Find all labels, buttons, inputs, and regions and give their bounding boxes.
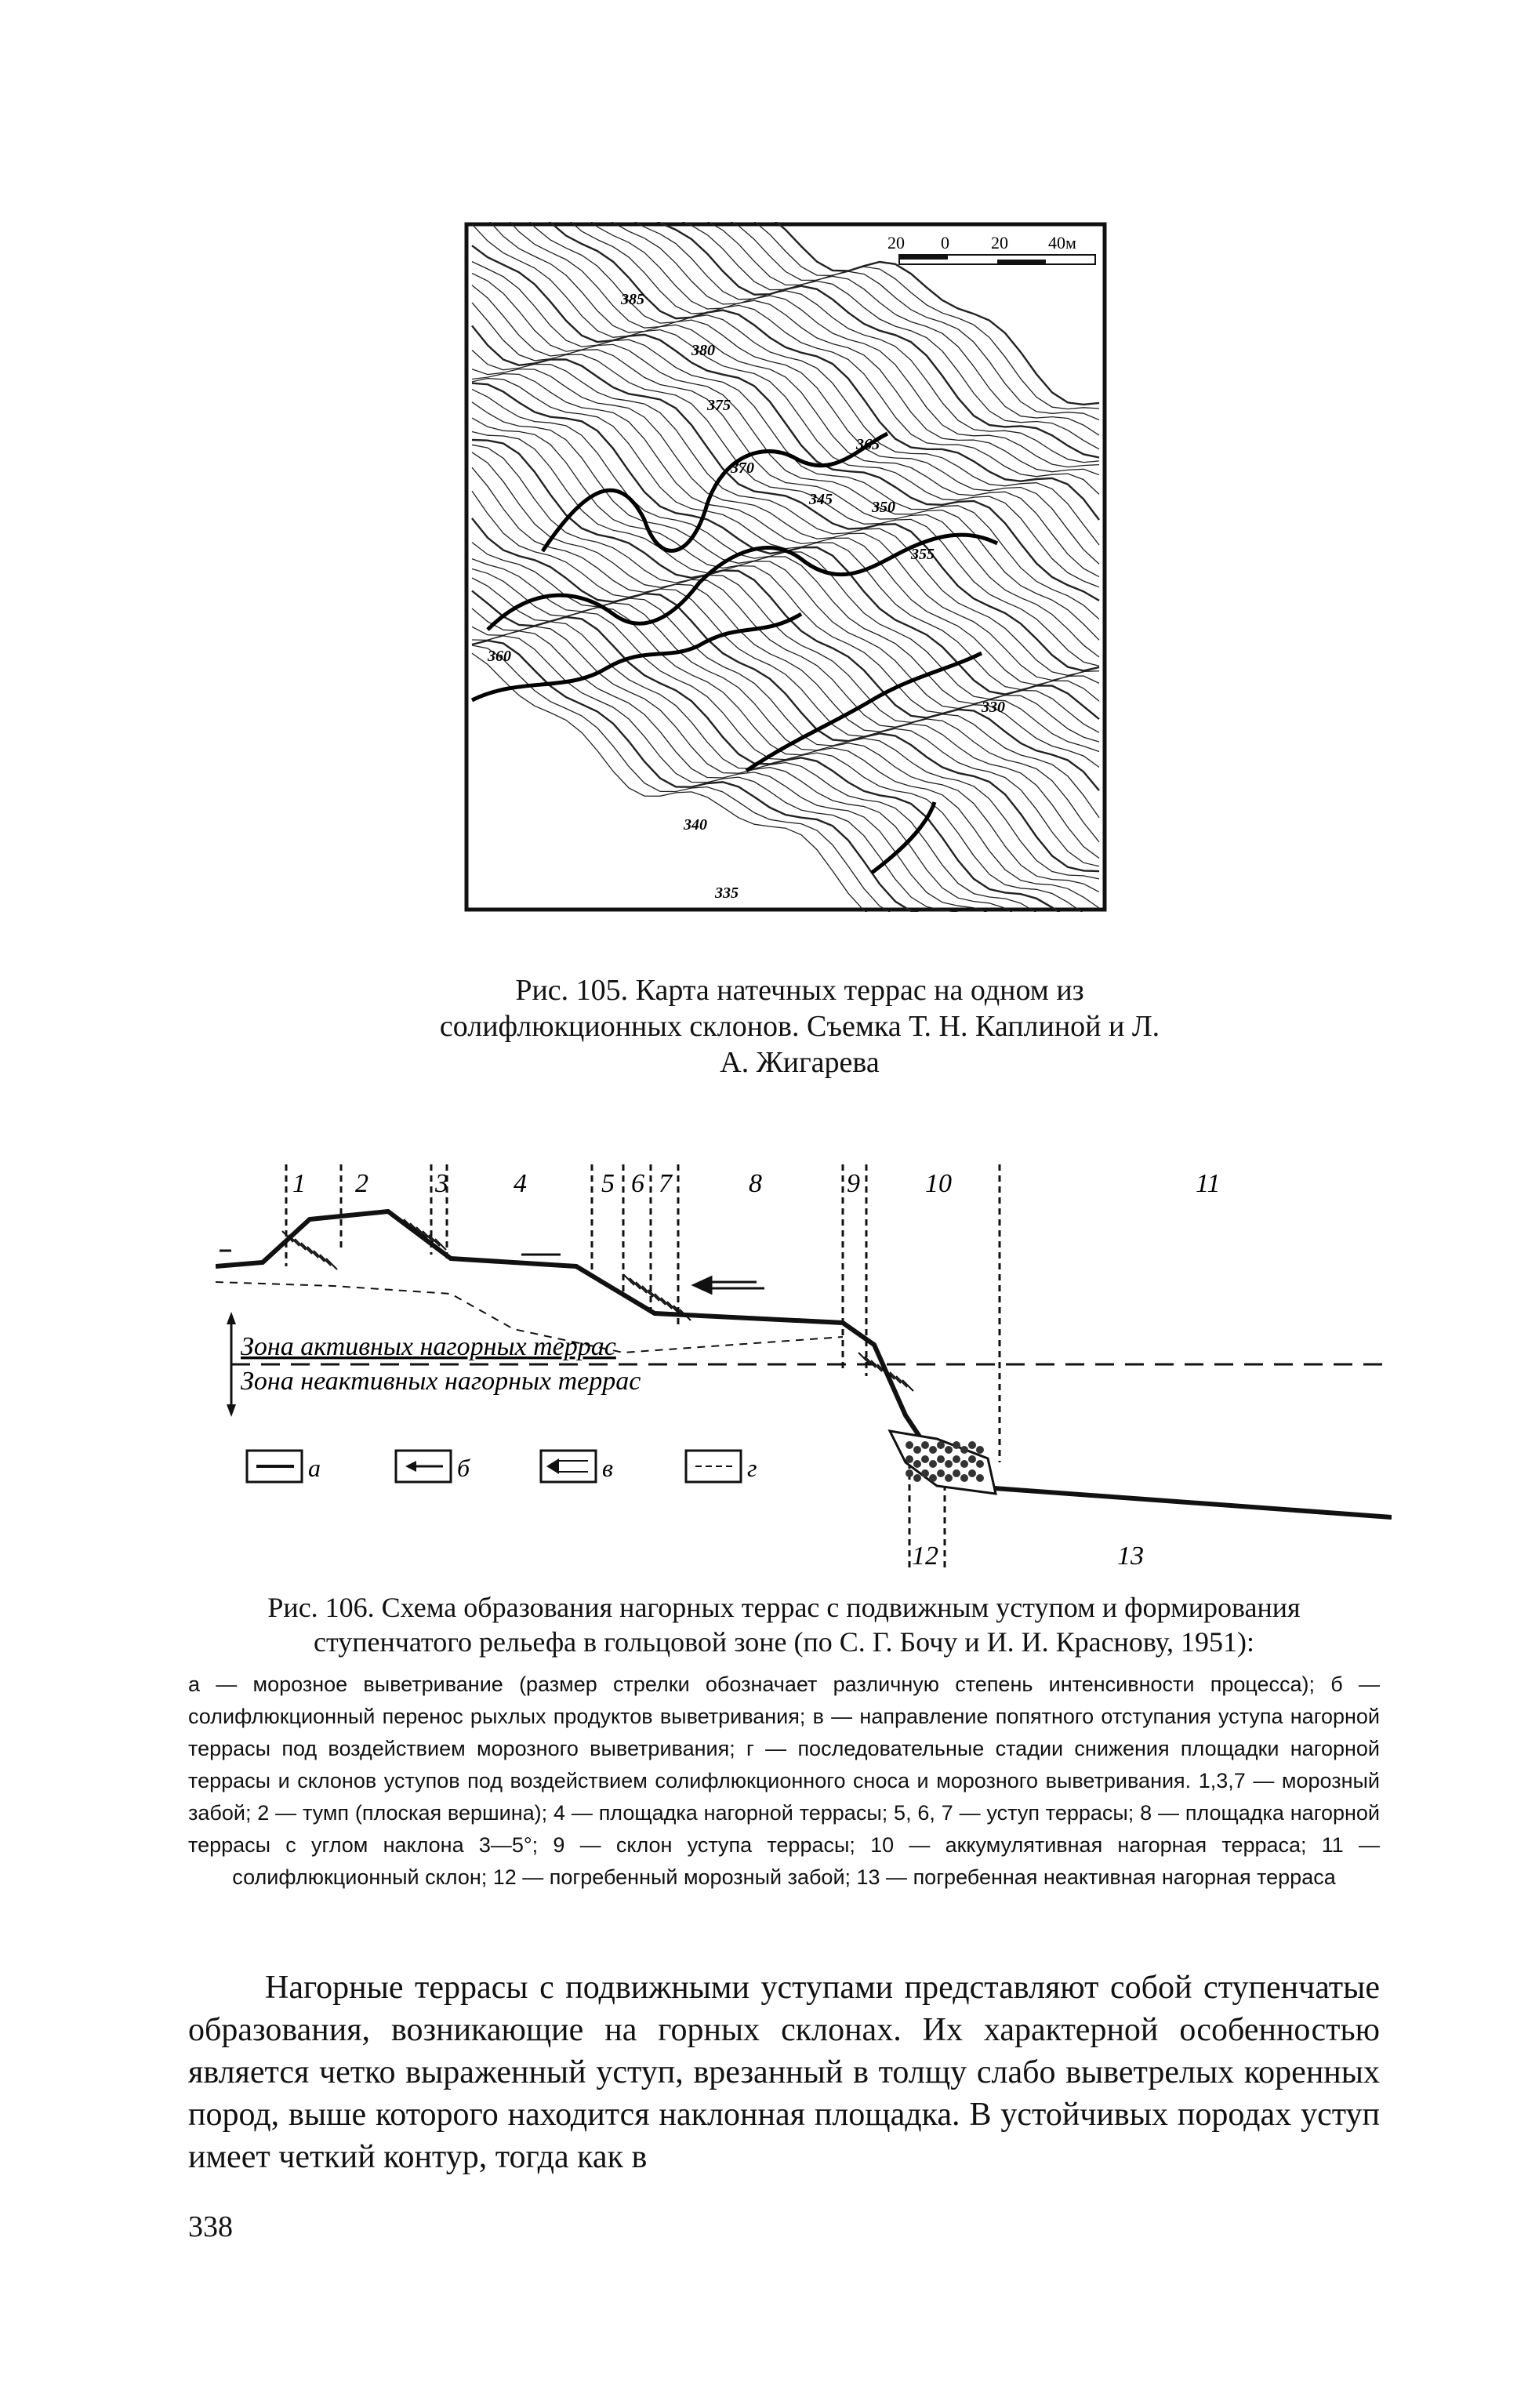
zone-number: 10 — [925, 1169, 952, 1198]
rock-fragment — [960, 1460, 968, 1468]
contour-label: 380 — [691, 342, 715, 359]
rock-fragment — [945, 1446, 953, 1454]
page-number: 338 — [188, 2210, 233, 2243]
rock-fragment — [976, 1474, 984, 1482]
rock-fragment — [906, 1469, 913, 1477]
zone-number: 2 — [355, 1169, 368, 1198]
figure-106-caption: Рис. 106. Схема образования нагорных террас с подвижным уступом и формирования ступенчатого рельефа в гольцовой зоне (по С. Г. Бочу и И. И. Краснову, 1951): — [267, 1592, 1301, 1658]
legend-key: в — [602, 1454, 613, 1482]
scale-bar-segment — [997, 260, 1046, 264]
zone-number: 1 — [292, 1169, 306, 1198]
figure-105-caption: Рис. 105. Карта натечных террас на одном из солифлюкционных склонов. Съемка Т. Н. Каплиной и Л. А. Жигарева — [439, 974, 1160, 1079]
legend-key: г — [747, 1454, 757, 1482]
rock-fragment — [937, 1441, 945, 1449]
hatch-line — [630, 1278, 641, 1289]
rock-fragment — [913, 1474, 921, 1482]
rock-fragment — [953, 1455, 960, 1463]
scale-label: 20 — [991, 233, 1008, 252]
hatch-line — [307, 1247, 318, 1258]
zone-number: 13 — [1117, 1542, 1144, 1571]
rock-fragment — [906, 1455, 913, 1463]
zone-number: 3 — [435, 1169, 448, 1198]
hatch-line — [326, 1258, 337, 1269]
scale-label: 20 — [887, 233, 905, 252]
hatch-line — [902, 1380, 913, 1391]
contour-label: 360 — [488, 648, 511, 665]
hatch-line — [314, 1251, 325, 1262]
rock-fragment — [953, 1469, 960, 1477]
rock-fragment — [921, 1441, 929, 1449]
legend-key: б — [457, 1454, 470, 1482]
rock-fragment — [937, 1469, 945, 1477]
rock-fragment — [921, 1469, 929, 1477]
hatch-line — [636, 1282, 647, 1293]
hatch-line — [623, 1274, 634, 1285]
rock-fragment — [976, 1446, 984, 1454]
rock-fragment — [929, 1446, 937, 1454]
rock-fragment — [945, 1460, 953, 1468]
rock-fragment — [976, 1460, 984, 1468]
hatch-line — [858, 1353, 869, 1364]
contour-label: 355 — [911, 546, 935, 563]
contour-label: 375 — [707, 397, 731, 414]
rock-fragment — [968, 1469, 976, 1477]
scale-bar-segment — [899, 255, 948, 260]
contour-label: 345 — [809, 491, 833, 508]
rock-fragment — [945, 1474, 953, 1482]
contour-label: 385 — [621, 291, 644, 308]
hatch-line — [667, 1302, 678, 1313]
contour-label: 365 — [856, 436, 880, 453]
scale-label: 0 — [941, 233, 949, 252]
rock-fragment — [913, 1446, 921, 1454]
figure-105-contour-map — [464, 222, 1107, 912]
rock-fragment — [913, 1460, 921, 1468]
rock-fragment — [921, 1455, 929, 1463]
rock-fragment — [968, 1455, 976, 1463]
hatch-line — [655, 1294, 666, 1305]
zone-number: 5 — [601, 1169, 615, 1198]
contour-label: 350 — [872, 499, 895, 516]
zone-inactive-label: Зона неактивных нагорных террас — [241, 1367, 641, 1396]
solifluction-arrows — [220, 1251, 764, 1293]
figure-106-legend-text: а — морозное выветривание (размер стрелки обозначает различную степень интенсивности процесса); б — солифлюкционный перенос рыхлых продуктов выветривания; в — направление попятного отступания уступа нагорной террасы под воздействием морозного выветривания; г — последовательные стадии снижения площадки нагорной террасы и склонов уступов под воздействием солифлюкционного сноса и морозного выветривания. 1,3,7 — морозный забой; 2 — тумп (плоская вершина); 4 — площадка нагорной террасы; 5, 6, 7 — уступ террасы; 8 — площадка нагорной террасы с углом наклона 3—5°; 9 — склон уступа террасы; 10 — аккумулятивная нагорная терраса; 11 — солифлюкционный склон; 12 — погребенный морозный забой; 13 — погребенная неактивная нагорная терраса — [188, 1673, 1380, 1889]
hatch-line — [295, 1239, 306, 1250]
zone-number: 8 — [749, 1169, 762, 1198]
map-frame — [466, 224, 1105, 910]
rock-fragment — [960, 1474, 968, 1482]
zone-number: 11 — [1196, 1169, 1221, 1198]
rock-fragment — [929, 1460, 937, 1468]
body-paragraph — [188, 1967, 1380, 2178]
zone-active-label: Зона активных нагорных террас — [241, 1332, 616, 1361]
scale-label: 40м — [1048, 233, 1076, 252]
hatch-line — [320, 1255, 331, 1266]
hatch-line — [301, 1243, 312, 1254]
zone-number: 12 — [912, 1542, 938, 1571]
rock-fragment — [929, 1474, 937, 1482]
zone-number: 9 — [847, 1169, 860, 1198]
hatch-line — [661, 1298, 672, 1309]
legend-box-g — [686, 1451, 741, 1482]
contour-label: 370 — [731, 459, 754, 477]
contour-label: 335 — [715, 884, 739, 902]
rock-fragment — [906, 1441, 913, 1449]
contour-label: 330 — [982, 699, 1005, 716]
terrace-schematic-svg — [216, 1149, 1392, 1572]
rock-fragment — [968, 1441, 976, 1449]
zone-number: 6 — [631, 1169, 644, 1198]
rock-fragment — [937, 1455, 945, 1463]
zone-arrow-down — [227, 1404, 236, 1417]
legend-key: а — [308, 1454, 321, 1482]
body-paragraph-text: Нагорные террасы с подвижными уступами представляют собой ступенчатые образования, возникающие на горных склонах. Их характерной особенностью является четко выраженный уступ, врезанный в толщу слабо выветрелых коренных пород, выше которого находится наклонная площадка. В устойчивых породах уступ имеет четкий контур, тогда как в — [188, 1970, 1380, 2175]
rock-fragment — [953, 1441, 960, 1449]
contour-label: 340 — [684, 816, 707, 834]
figure-106-schematic — [216, 1149, 1392, 1572]
rock-fragment — [960, 1446, 968, 1454]
contour-map-svg — [464, 222, 1107, 912]
zone-number: 4 — [514, 1169, 527, 1198]
zone-arrow-up — [227, 1312, 236, 1324]
zone-number: 7 — [659, 1169, 672, 1198]
figure-106-legend — [247, 1451, 757, 1482]
hatch-line — [896, 1376, 907, 1387]
